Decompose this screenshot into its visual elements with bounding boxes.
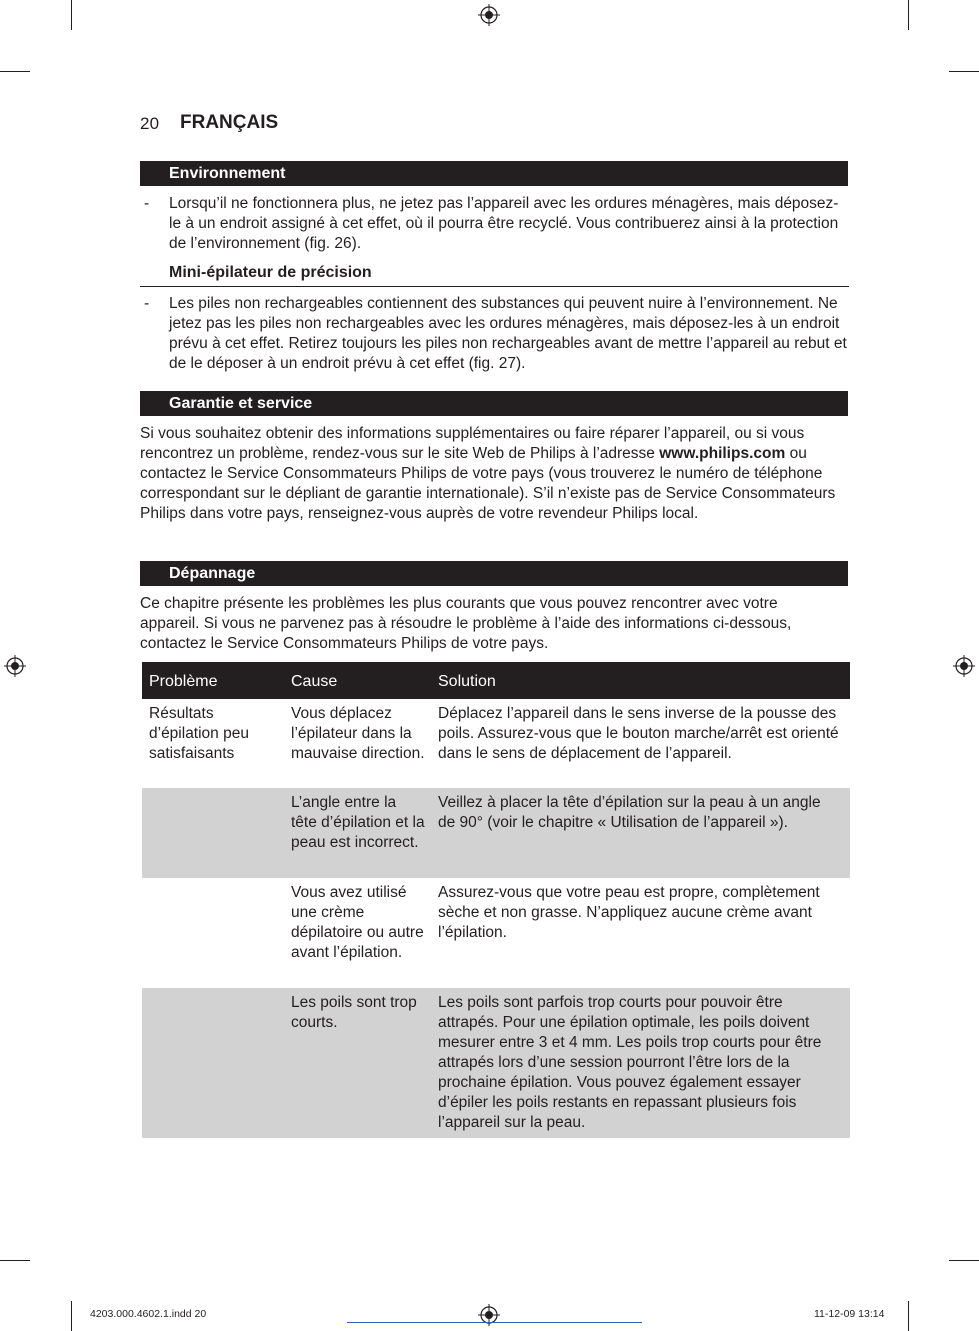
warranty-text: Si vous souhaitez obtenir des informations supplémentaires ou faire réparer l’appareil, ou si vous rencontrez un problème, rendez-vous sur le site Web de Philips à l’adresse	[140, 425, 805, 462]
solution-cell: Assurez-vous que votre peau est propre, complètement sèche et non grasse. N’appliquez aucune crème avant l’épilation.	[438, 884, 820, 941]
section-heading-warranty: Garantie et service	[140, 391, 848, 416]
bullet-dash: -	[144, 295, 150, 312]
slug-date: 11-12-09 13:14	[814, 1308, 885, 1320]
cause-cell: Les poils sont trop courts.	[291, 994, 417, 1031]
crop-mark	[0, 71, 30, 72]
environment-text: Lorsqu’il ne fonctionnera plus, ne jetez pas l’appareil avec les ordures ménagères, mais déposez-le à un endroit assigné à cet effet, où il pourra être recyclé. Vous contribuerez ainsi à la protection de l’environnement (fig. 26).	[169, 195, 839, 252]
crop-mark	[949, 1260, 979, 1261]
troubleshooting-intro: Ce chapitre présente les problèmes les plus courants que vous pouvez rencontrer avec votre appareil. Si vous ne parvenez pas à résoudre le problème à l’aide des informations ci-dessous, contactez le Service Consommateurs Philips de votre pays.	[140, 595, 792, 652]
crop-mark	[71, 1301, 72, 1331]
column-header-cause: Cause	[291, 673, 338, 690]
registration-mark-icon	[953, 655, 975, 677]
table-row	[142, 788, 850, 878]
language-title: FRANÇAIS	[180, 112, 279, 133]
solution-cell: Déplacez l’appareil dans le sens inverse de la pousse des poils. Assurez-vous que le bouton marche/arrêt est orienté dans le sens de déplacement de l’appareil.	[438, 705, 839, 762]
table-row	[142, 878, 850, 988]
crop-mark	[908, 0, 909, 30]
crop-mark	[908, 1301, 909, 1331]
philips-url-link[interactable]: www.philips.com	[659, 445, 786, 462]
column-header-solution: Solution	[438, 673, 496, 690]
list-item	[140, 194, 848, 254]
section-heading-troubleshooting: Dépannage	[140, 561, 848, 586]
table-row	[142, 988, 850, 1138]
battery-text: Les piles non rechargeables contiennent des substances qui peuvent nuire à l’environnement. Ne jetez pas les piles non rechargeables avec les ordures ménagères, mais déposez-les à un endroit prévu à cet effet. Retirez toujours les piles non rechargeables avant de mettre l’appareil au rebut et de le déposer à un endroit prévu à cet effet (fig. 27).	[169, 295, 847, 372]
cause-cell: L’angle entre la tête d’épilation et la peau est incorrect.	[291, 794, 425, 851]
crop-mark	[949, 71, 979, 72]
table-header	[142, 662, 850, 699]
warranty-text: ou contactez le Service Consommateurs Philips de votre pays (vous trouverez le numéro de téléphone correspondant sur le dépliant de garantie internationale). S’il n’existe pas de Service Consommateurs Philips dans votre pays, renseignez-vous auprès de votre revendeur Philips local.	[140, 445, 836, 522]
cause-cell: Vous avez utilisé une crème dépilatoire ou autre avant l’épilation.	[291, 884, 424, 961]
slug-divider	[347, 1322, 642, 1323]
subsection-heading: Mini-épilateur de précision	[140, 263, 849, 287]
solution-cell: Veillez à placer la tête d’épilation sur la peau à un angle de 90° (voir le chapitre « Utilisation de l’appareil »).	[438, 794, 821, 831]
crop-mark	[0, 1260, 30, 1261]
list-item	[140, 294, 848, 374]
warranty-paragraph	[140, 424, 852, 524]
bullet-dash: -	[144, 195, 150, 212]
column-header-problem: Problème	[149, 673, 218, 690]
cause-cell: Vous déplacez l’épilateur dans la mauvaise direction.	[291, 705, 425, 762]
crop-mark	[71, 0, 72, 30]
page-number: 20	[140, 114, 160, 133]
slug-file: 4203.000.4602.1.indd 20	[90, 1308, 207, 1320]
solution-cell: Les poils sont parfois trop courts pour pouvoir être attrapés. Pour une épilation optimale, les poils doivent mesurer entre 3 et 4 mm. Les poils trop courts pour être attrapés lors d’une session pourront l’être lors de la prochaine épilation. Vous pouvez également essayer d’épiler les poils restants en repassant plusieurs fois l’appareil sur la peau.	[438, 994, 822, 1131]
registration-mark-icon	[478, 4, 500, 26]
section-heading-environment: Environnement	[140, 161, 848, 186]
table-row	[142, 699, 850, 788]
problem-cell: Résultats d’épilation peu satisfaisants	[149, 705, 249, 762]
troubleshooting-table	[142, 662, 850, 1138]
registration-mark-icon	[4, 655, 26, 677]
